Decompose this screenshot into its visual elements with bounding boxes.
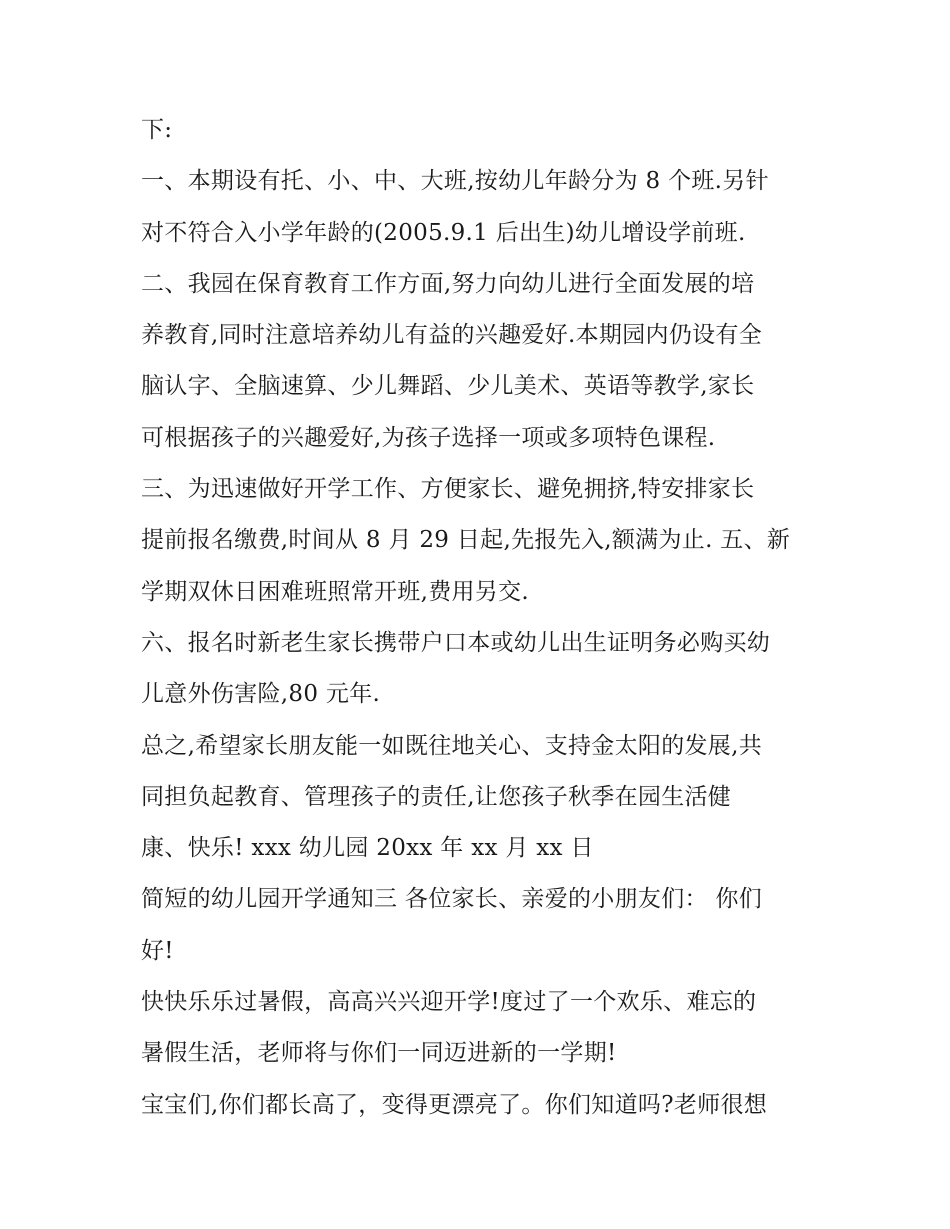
text-line: 好! [141,937,174,964]
text-line: 三、为迅速做好开学工作、方便家长、避免拥挤,特安排家长 [141,476,755,503]
text-line: 学期双休日困难班照常开班,费用另交. [141,578,530,605]
text-line: 简短的幼儿园开学通知三 各位家长、亲爱的小朋友们： 你们 [141,886,763,913]
text-line: 康、快乐! xxx 幼儿园 20xx 年 xx 月 xx 日 [141,835,594,862]
text-line: 养教育,同时注意培养幼儿有益的兴趣爱好.本期园内仍设有全 [141,322,763,349]
text-line: 暑假生活，老师将与你们一同迈进新的一学期! [141,1040,617,1067]
text-line: 同担负起教育、管理孩子的责任,让您孩子秋季在园生活健 [141,783,732,810]
text-line: 一、本期设有托、小、中、大班,按幼儿年龄分为 8 个班.另针 [141,168,769,195]
document-body [141,110,821,1136]
text-line: 二、我园在保育教育工作方面,努力向幼儿进行全面发展的培 [141,270,755,297]
text-line: 宝宝们,你们都长高了，变得更漂亮了。你们知道吗?老师很想 [141,1091,768,1118]
text-line: 快快乐乐过暑假，高高兴兴迎开学!度过了一个欢乐、难忘的 [141,989,757,1016]
text-line: 儿意外伤害险,80 元年. [141,681,381,708]
text-line: 总之,希望家长朋友能一如既往地关心、支持金太阳的发展,共 [141,732,763,759]
text-line: 可根据孩子的兴趣爱好,为孩子选择一项或多项特色课程. [141,424,716,451]
text-line: 脑认字、全脑速算、少儿舞蹈、少儿美术、英语等教学,家长 [141,373,755,400]
text-line: 下: [141,117,173,143]
text-line: 六、报名时新老生家长携带户口本或幼儿出生证明务必购买幼 [141,629,771,656]
text-line: 提前报名缴费,时间从 8 月 29 日起,先报先入,额满为止. 五、新 [141,527,791,554]
text-line: 对不符合入小学年龄的(2005.9.1 后出生)幼儿增设学前班. [141,219,746,246]
